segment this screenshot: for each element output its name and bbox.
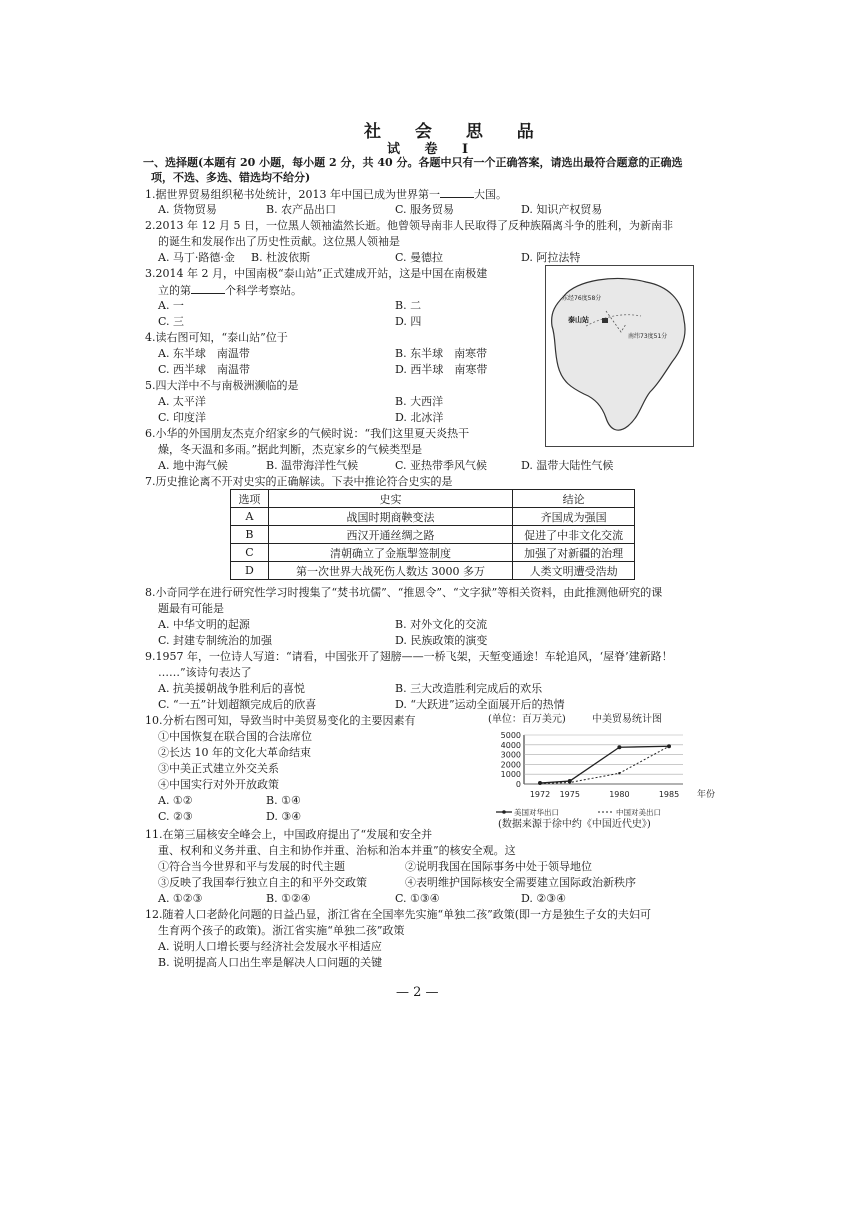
q4-option-c: C. 西半球 南温带 — [158, 363, 251, 376]
question-3-line-2 — [158, 282, 302, 299]
q4-option-b: B. 东半球 南寒带 — [395, 347, 488, 360]
history-table — [230, 489, 635, 580]
page-number: — 2 — — [396, 985, 439, 1000]
q6-option-c: C. 亚热带季风气候 — [395, 459, 488, 472]
legend-marker — [502, 810, 506, 814]
question-10-stem: 10.分析右图可知，导致当时中美贸易变化的主要因素有 — [145, 714, 416, 727]
y-tick-label: 5000 — [500, 731, 521, 740]
q8-option-b: B. 对外文化的交流 — [395, 618, 488, 631]
q11-option-c: C. ①③④ — [395, 892, 440, 905]
antarctica-map-graphic — [546, 266, 693, 446]
q10-statement-2: ②长达 10 年的文化大革命结束 — [158, 746, 311, 759]
question-4-stem: 4.读右图可知，“泰山站”位于 — [145, 331, 288, 344]
q4-option-d: D. 西半球 南寒带 — [395, 363, 488, 376]
table-cell: D — [231, 562, 269, 580]
table-cell: 清朝确立了金瓶掣签制度 — [268, 544, 512, 562]
table-row — [231, 544, 635, 562]
antarctica-map — [545, 265, 694, 447]
table-cell: 战国时期商鞅变法 — [268, 508, 512, 526]
y-tick-label: 3000 — [500, 750, 521, 760]
y-tick-label: 2000 — [500, 760, 521, 770]
q11-statement-4: ④表明维护国际核安全需要建立国际政治新秩序 — [405, 876, 636, 889]
table-cell: 人类文明遭受浩劫 — [513, 562, 635, 580]
map-station-label: 泰山站 — [568, 316, 589, 324]
table-cell: 促进了中非文化交流 — [513, 526, 635, 544]
q6-option-d: D. 温带大陆性气候 — [521, 459, 614, 472]
table-row — [231, 508, 635, 526]
question-8-line-2: 题最有可能是 — [158, 602, 224, 615]
question-11-line-1: 11.在第三届核安全峰会上，中国政府提出了“发展和安全并 — [145, 828, 433, 841]
table-header-row — [231, 490, 635, 508]
q3-option-a: A. 一 — [158, 299, 184, 312]
data-point — [539, 782, 541, 784]
q2-option-c: C. 曼德拉 — [395, 251, 444, 264]
table-cell: 第一次世界大战死伤人数达 3000 多万 — [268, 562, 512, 580]
question-1-stem-b: 大国。 — [473, 188, 507, 201]
table-row — [231, 562, 635, 580]
x-axis-label: 年份 — [697, 790, 716, 800]
trade-chart — [488, 712, 716, 834]
question-3-line-2a: 立的第 — [158, 284, 191, 297]
question-3-line-1: 3.2014 年 2 月，中国南极“泰山站”正式建成开站，这是中国在南极建 — [145, 267, 488, 280]
x-tick-label: 1975 — [559, 790, 580, 799]
q10-statement-3: ③中美正式建立外交关系 — [158, 762, 279, 775]
question-7-stem: 7.历史推论离不开对史实的正确解读。下表中推论符合史实的是 — [145, 475, 453, 488]
q2-option-d: D. 阿拉法特 — [521, 251, 581, 264]
x-tick-label: 1985 — [658, 790, 680, 799]
q4-option-a: A. 东半球 南温带 — [158, 347, 250, 360]
chart-unit: (单位：百万美元) — [488, 714, 566, 725]
chart-source: (数据来源于徐中约《中国近代史》) — [498, 819, 651, 830]
data-point — [617, 745, 621, 749]
question-2-line-2: 的诞生和发展作出了历史性贡献。这位黑人领袖是 — [158, 235, 400, 248]
y-tick-label: 0 — [515, 780, 521, 789]
q3-option-c: C. 三 — [158, 315, 185, 328]
q5-option-b: B. 大西洋 — [395, 395, 444, 408]
table-cell: C — [231, 544, 269, 562]
legend-label: 美国对华出口 — [514, 808, 559, 817]
q11-option-a: A. ①②③ — [158, 892, 203, 905]
question-11-line-2: 重、权利和义务并重、自主和协作并重、治标和治本并重”的核安全观。这 — [158, 844, 516, 857]
q1-option-c: C. 服务贸易 — [395, 203, 455, 216]
paper-subtitle: 试 卷 Ⅰ — [387, 142, 479, 157]
table-cell: 西汉开通丝绸之路 — [268, 526, 512, 544]
question-8-line-1: 8.小奇同学在进行研究性学习时搜集了“焚书坑儒”、“推恩令”、“文字狱”等相关资料，由此推测他研究的课 — [145, 586, 663, 599]
table-cell: B — [231, 526, 269, 544]
q10-statement-1: ①中国恢复在联合国的合法席位 — [158, 730, 312, 743]
q12-option-b: B. 说明提高人口出生率是解决人口问题的关键 — [158, 956, 383, 969]
y-tick-label: 4000 — [500, 740, 521, 750]
q2-option-a: A. 马丁·路德·金 — [158, 251, 235, 264]
x-tick-label: 1980 — [609, 790, 630, 799]
table-cell: A — [231, 508, 269, 526]
data-point — [569, 781, 571, 783]
question-5-stem: 5.四大洋中不与南极洲濒临的是 — [145, 379, 299, 392]
section-instructions-2: 项，不选、多选、错选均不给分) — [151, 171, 311, 184]
q10-statement-4: ④中国实行对外开放政策 — [158, 778, 279, 791]
map-south-label: 南纬73度51分 — [628, 333, 668, 340]
q1-option-a: A. 货物贸易 — [158, 203, 217, 216]
q6-option-b: B. 温带海洋性气候 — [266, 459, 359, 472]
q11-statement-3: ③反映了我国奉行独立自主的和平外交政策 — [158, 876, 367, 889]
q8-option-d: D. 民族政策的演变 — [395, 634, 488, 647]
table-cell: 加强了对新疆的治理 — [513, 544, 635, 562]
question-2-line-1: 2.2013 年 12 月 5 日，一位黑人领袖溘然长逝。他曾领导南非人民取得了反种族隔离斗争的胜利，为新南非 — [145, 219, 673, 232]
q10-option-d: D. ③④ — [266, 810, 302, 823]
y-tick-label: 1000 — [500, 770, 521, 780]
q11-statement-1: ①符合当今世界和平与发展的时代主题 — [158, 860, 345, 873]
q10-option-b: B. ①④ — [266, 794, 301, 807]
question-9-line-1: 9.1957 年，一位诗人写道：“请看，中国张开了翅膀——一桥飞架，天堑变通途！车轮追风，‘屋脊’建新路！ — [145, 650, 673, 663]
q1-option-b: B. 农产品出口 — [266, 203, 337, 216]
chart-title: 中美贸易统计图 — [592, 714, 662, 725]
x-tick-label: 1972 — [529, 790, 551, 799]
question-6-line-2: 燥，冬天温和多雨。”据此判断，杰克家乡的气候类型是 — [158, 443, 423, 456]
table-header: 选项 — [231, 490, 269, 508]
answer-blank — [191, 282, 225, 294]
page-title: 社 会 思 品 — [364, 122, 548, 142]
question-12-line-2: 生育两个孩子的政策)。浙江省实施“单独二孩”政策 — [158, 924, 405, 937]
table-header: 史实 — [268, 490, 512, 508]
q2-option-b: B. 杜波依斯 — [251, 251, 311, 264]
q3-option-b: B. 二 — [395, 299, 422, 312]
q9-option-d: D. “大跃进”运动全面展开后的热情 — [395, 698, 565, 711]
q11-option-b: B. ①②④ — [266, 892, 311, 905]
map-east-label: 东经76度58分 — [562, 295, 602, 302]
question-9-line-2: ……”该诗句表达了 — [158, 666, 252, 679]
q8-option-c: C. 封建专制统治的加强 — [158, 634, 273, 647]
table-cell: 齐国成为强国 — [513, 508, 635, 526]
question-3-line-2b: 个科学考察站。 — [225, 284, 302, 297]
question-1-stem-a: 1.据世界贸易组织秘书处统计，2013 年中国已成为世界第一 — [145, 188, 440, 201]
question-1-stem — [145, 186, 507, 203]
q10-option-c: C. ②③ — [158, 810, 193, 823]
q1-option-d: D. 知识产权贸易 — [521, 203, 603, 216]
q11-option-d: D. ②③④ — [521, 892, 567, 905]
legend-label: 中国对美出口 — [616, 808, 661, 817]
table-header: 结论 — [513, 490, 635, 508]
q11-statement-2: ②说明我国在国际事务中处于领导地位 — [405, 860, 592, 873]
q8-option-a: A. 中华文明的起源 — [158, 618, 250, 631]
q3-option-d: D. 四 — [395, 315, 422, 328]
q9-option-a: A. 抗美援朝战争胜利后的喜悦 — [158, 682, 305, 695]
q12-option-a: A. 说明人口增长要与经济社会发展水平相适应 — [158, 940, 382, 953]
q9-option-b: B. 三大改造胜利完成后的欢乐 — [395, 682, 543, 695]
q6-option-a: A. 地中海气候 — [158, 459, 228, 472]
q5-option-a: A. 太平洋 — [158, 395, 206, 408]
q5-option-c: C. 印度洋 — [158, 411, 207, 424]
q5-option-d: D. 北冰洋 — [395, 411, 444, 424]
answer-blank — [440, 186, 474, 198]
data-point — [668, 745, 670, 747]
table-row — [231, 526, 635, 544]
section-instructions-1: 一、选择题(本题有 20 小题，每小题 2 分，共 40 分。各题中只有一个正确答案，请选出最符合题意的正确选 — [143, 156, 683, 169]
question-6-line-1: 6.小华的外国朋友杰克介绍家乡的气候时说：“我们这里夏天炎热干 — [145, 427, 470, 440]
question-12-line-1: 12.随着人口老龄化问题的日益凸显，浙江省在全国率先实施“单独二孩”政策(即一方是独生子女的夫妇可 — [145, 908, 652, 921]
data-point — [618, 772, 620, 774]
q10-option-a: A. ①② — [158, 794, 193, 807]
q9-option-c: C. “一五”计划超额完成后的欣喜 — [158, 698, 317, 711]
series-line — [540, 746, 669, 783]
